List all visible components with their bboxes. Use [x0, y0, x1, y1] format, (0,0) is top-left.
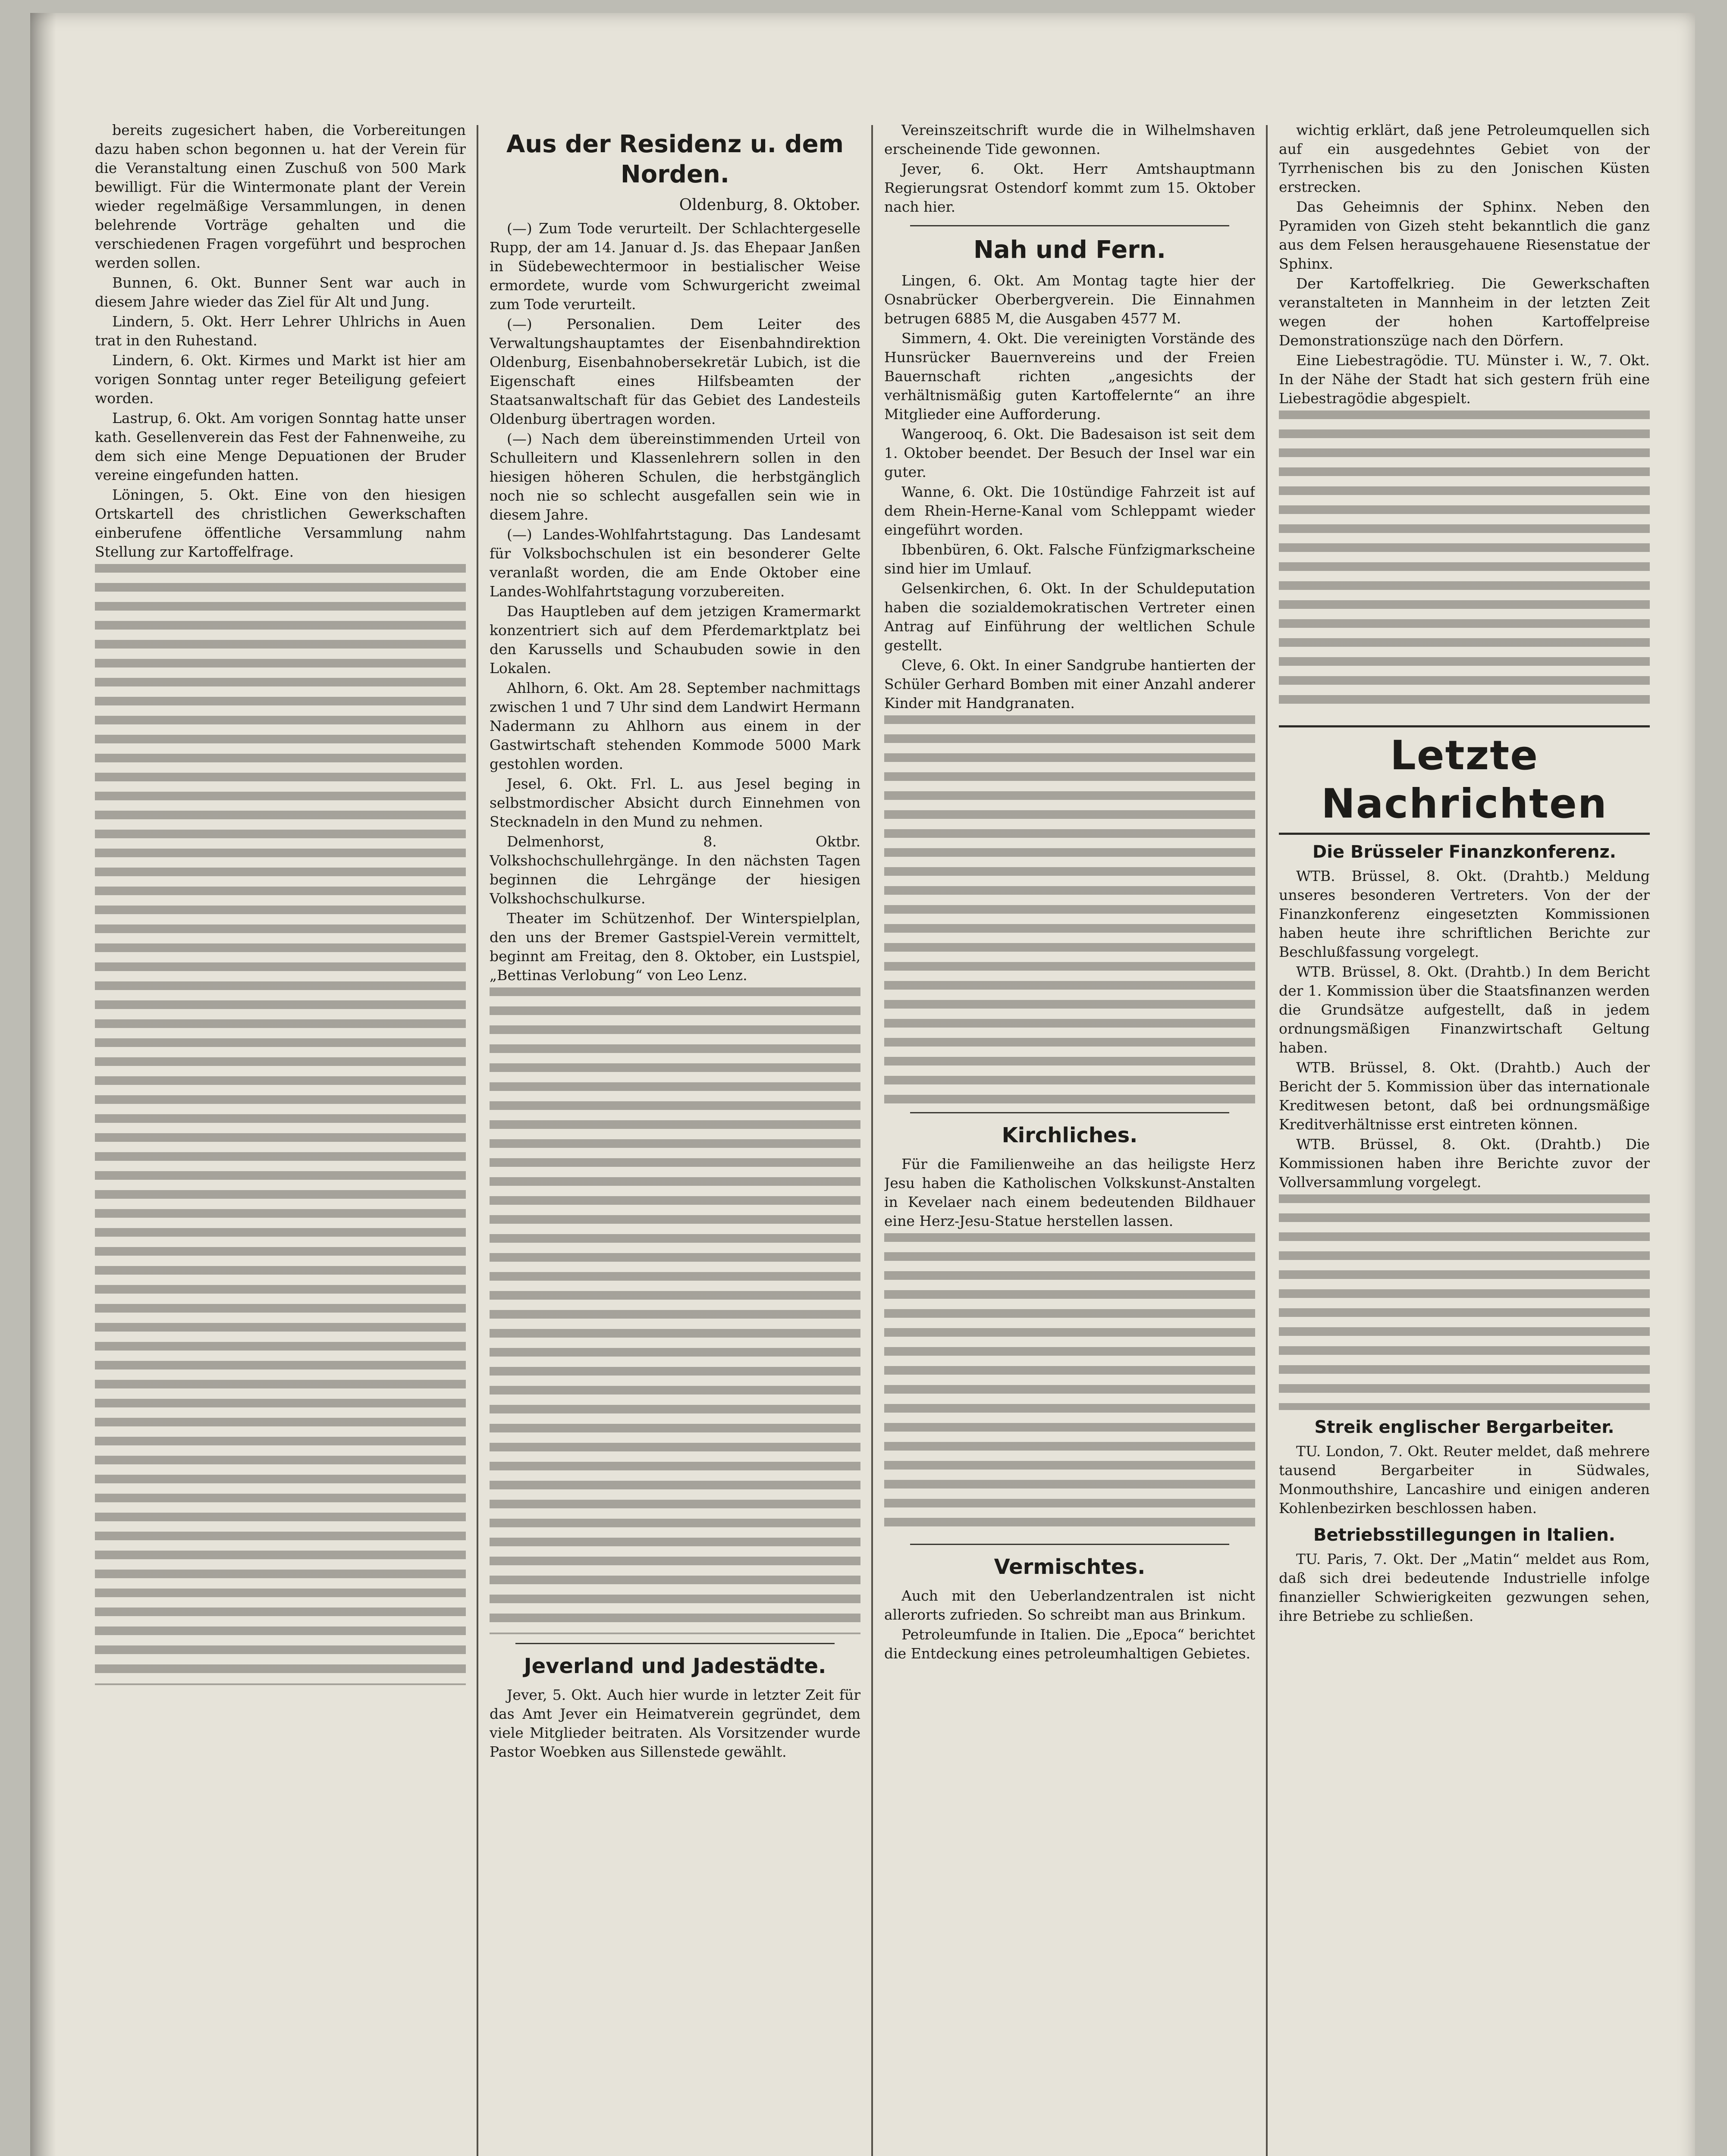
article-paragraph: (—) Zum Tode verurteilt. Der Schlachtergeselle Rupp, der am 14. Januar d. Js. das Ehepaar Janßen in Südebewechtermoor in bestialischer Weise ermordete, wurde vom Schwurgericht zweimal zum Tode verurteilt.	[490, 220, 860, 313]
article-paragraph: Das Geheimnis der Sphinx. Neben den Pyramiden von Gizeh steht bekanntlich die ganz aus dem Felsen herausgehauene Riesenstatue der Sphinx.	[1279, 198, 1650, 272]
article-paragraph: Wanne, 6. Okt. Die 10stündige Fahrzeit ist auf dem Rhein-Herne-Kanal vom Schleppamt wieder eingeführt worden.	[884, 483, 1255, 538]
article-paragraph: Für die Familienweihe an das heiligste Herz Jesu haben die Katholischen Volkskunst-Anstalten in Kevelaer nach einem bedeutenden Bildhauer eine Herz-Jesu-Statue herstellen lassen.	[884, 1156, 1255, 1229]
illegible-text-block	[1279, 1194, 1650, 1410]
article-paragraph: Auch mit den Ueberlandzentralen ist nicht allerorts zufrieden. So schreibt man aus Brinkum.	[884, 1587, 1255, 1623]
article-paragraph: (—) Nach dem übereinstimmenden Urteil von Schulleitern und Klassenlehrern sollen in den hiesigen höheren Schulen, die herbstgänglich noch nie so schlecht ausgefallen sein wie in diesem Jahre.	[490, 430, 860, 523]
column-rule	[477, 125, 478, 2156]
article-paragraph: Das Hauptleben auf dem jetzigen Kramermarkt konzentriert sich auf dem Pferdemarktplatz bei den Karussells und Schaubuden sowie in den Lokalen.	[490, 603, 860, 677]
article-paragraph: (—) Personalien. Dem Leiter des Verwaltungshauptamtes der Eisenbahndirektion Oldenburg, Eisenbahnobersekretär Lubich, ist die Eigenschaft eines Hilfsbeamten der Staatsanwaltschaft für das Gebiet des Landesteils Oldenburg übertragen worden.	[490, 316, 860, 427]
article-paragraph: Bunnen, 6. Okt. Bunner Sent war auch in diesem Jahre wieder das Ziel für Alt und Jung.	[95, 274, 466, 310]
article-paragraph: WTB. Brüssel, 8. Okt. (Drahtb.) Die Kommissionen haben ihre Berichte zuvor der Vollversammlung vorgelegt.	[1279, 1136, 1650, 1191]
subheading-finanzkonferenz: Die Brüsseler Finanzkonferenz.	[1313, 842, 1616, 862]
newspaper-page	[30, 13, 1695, 2156]
illegible-text-block	[884, 1233, 1255, 1535]
article-paragraph: Der Kartoffelkrieg. Die Gewerkschaften veranstalteten in Mannheim in der letzten Zeit wegen der hohen Kartoffelpreise Demonstrationszüge nach den Dörfern.	[1279, 275, 1650, 349]
article-paragraph: WTB. Brüssel, 8. Okt. (Drahtb.) Meldung unseres besonderen Vertreters. Von der der Finanzkonferenz eingesetzten Kommissionen haben heute ihre schriftlichen Berichte zur Beschlußfassung vorgelegt.	[1279, 868, 1650, 960]
column-rule	[1266, 125, 1268, 2156]
article-paragraph: (—) Landes-Wohlfahrtstagung. Das Landesamt für Volksbochschulen ist ein besonderer Gelte veranlaßt worden, die am Ende Oktober eine Landes-Wohlfahrtstagung vorzubereiten.	[490, 526, 860, 600]
column-1	[95, 121, 466, 2156]
article-paragraph: Lindern, 5. Okt. Herr Lehrer Uhlrichs in Auen trat in den Ruhestand.	[95, 313, 466, 349]
subheading-streik: Streik englischer Bergarbeiter.	[1314, 1417, 1614, 1437]
section-separator	[910, 225, 1229, 226]
section-heading-kirchliches: Kirchliches.	[1002, 1123, 1138, 1147]
column-rule	[871, 125, 873, 2156]
article-paragraph: Lindern, 6. Okt. Kirmes und Markt ist hier am vorigen Sonntag unter reger Beteiligung gefeiert worden.	[95, 352, 466, 407]
section-separator	[515, 1643, 835, 1644]
column-2	[490, 121, 860, 2156]
article-paragraph: Jesel, 6. Okt. Frl. L. aus Jesel beging in selbstmordischer Absicht durch Einnehmen von Stecknadeln in den Mund zu nehmen.	[490, 775, 860, 830]
section-separator	[910, 1544, 1229, 1545]
article-paragraph: Eine Liebestragödie. TU. Münster i. W., 7. Okt. In der Nähe der Stadt hat sich gestern früh eine Liebestragödie abgespielt.	[1279, 352, 1650, 407]
article-paragraph: Wangerooq, 6. Okt. Die Badesaison ist seit dem 1. Oktober beendet. Der Besuch der Insel war ein guter.	[884, 426, 1255, 480]
article-paragraph: Jever, 5. Okt. Auch hier wurde in letzter Zeit für das Amt Jever ein Heimatverein gegründet, dem viele Mitglieder beitraten. Als Vorsitzender wurde Pastor Woebken aus Sillenstede gewählt.	[490, 1686, 860, 1760]
article-paragraph: Simmern, 4. Okt. Die vereinigten Vorstände des Hunsrücker Bauernvereins und der Freien Bauernschaft richten „angesichts der verhältnismäßig guten Kartoffelernte“ an ihre Mitglieder eine Aufforderung.	[884, 330, 1255, 423]
illegible-text-block	[884, 715, 1255, 1103]
article-paragraph: Ahlhorn, 6. Okt. Am 28. September nachmittags zwischen 1 und 7 Uhr sind dem Landwirt Hermann Nadermann zu Ahlhorn aus einem in der Gastwirtschaft stehenden Kommode 5000 Mark gestohlen worden.	[490, 680, 860, 772]
article-paragraph: WTB. Brüssel, 8. Okt. (Drahtb.) Auch der Bericht der 5. Kommission über das internationale Kreditwesen betont, daß bei ordnungsmäßige Kreditverhältnisse erst eintreten können.	[1279, 1059, 1650, 1133]
article-paragraph: Gelsenkirchen, 6. Okt. In der Schuldeputation haben die sozialdemokratischen Vertreter einen Antrag auf Einführung der weltlichen Schule gestellt.	[884, 580, 1255, 654]
article-paragraph: wichtig erklärt, daß jene Petroleumquellen sich auf ein ausgedehntes Gebiet von der Tyrrhenischen bis zu den Jonischen Küsten erstrecken.	[1279, 122, 1650, 195]
column-4	[1279, 121, 1650, 2156]
article-paragraph: Delmenhorst, 8. Oktbr. Volkshochschullehrgänge. In den nächsten Tagen beginnen die Lehrgänge der hiesigen Volkshochschulkurse.	[490, 833, 860, 907]
section-heading-residenz: Aus der Residenz u. dem Norden.	[506, 130, 844, 188]
article-paragraph: TU. Paris, 7. Okt. Der „Matin“ meldet aus Rom, daß sich drei bedeutende Industrielle infolge finanzieller Schwierigkeiten gezwungen sehen, ihre Betriebe zu schließen.	[1279, 1551, 1650, 1624]
column-3	[884, 121, 1255, 2156]
section-heading-nah-und-fern: Nah und Fern.	[973, 236, 1166, 264]
article-paragraph: Löningen, 5. Okt. Eine von den hiesigen Ortskartell des christlichen Gewerkschaften einberufene öffentliche Versammlung nahm Stellung zur Kartoffelfrage.	[95, 486, 466, 560]
article-paragraph: TU. London, 7. Okt. Reuter meldet, daß mehrere tausend Bergarbeiter in Südwales, Monmouthshire, Lancashire und einigen anderen Kohlenbezirken beschlossen haben.	[1279, 1443, 1650, 1517]
section-heading-letzte-nachrichten: Letzte Nachrichten	[1279, 725, 1650, 835]
article-paragraph: Petroleumfunde in Italien. Die „Epoca“ berichtet die Entdeckung eines petroleumhaltigen Gebietes.	[884, 1626, 1255, 1662]
article-paragraph: Ibbenbüren, 6. Okt. Falsche Fünfzigmarkscheine sind hier im Umlauf.	[884, 541, 1255, 577]
article-paragraph: Jever, 6. Okt. Herr Amtshauptmann Regierungsrat Ostendorf kommt zum 15. Oktober nach hier.	[884, 160, 1255, 215]
article-paragraph: WTB. Brüssel, 8. Okt. (Drahtb.) In dem Bericht der 1. Kommission über die Staatsfinanzen werden die Grundsätze aufgestellt, daß in jedem ordnungsmäßigen Finanzwirtschaft Geltung haben.	[1279, 963, 1650, 1056]
left-edge-shadow	[30, 13, 56, 2156]
article-paragraph: Vereinszeitschrift wurde die in Wilhelmshaven erscheinende Tide gewonnen.	[884, 122, 1255, 157]
article-paragraph: Cleve, 6. Okt. In einer Sandgrube hantierten der Schüler Gerhard Bomben mit einer Anzahl anderer Kinder mit Handgranaten.	[884, 657, 1255, 711]
dateline: Oldenburg, 8. Oktober.	[679, 196, 860, 214]
article-paragraph: Lingen, 6. Okt. Am Montag tagte hier der Osnabrücker Oberbergverein. Die Einnahmen betrugen 6885 M, die Ausgaben 4577 M.	[884, 272, 1255, 327]
article-paragraph: Lastrup, 6. Okt. Am vorigen Sonntag hatte unser kath. Gesellenverein das Fest der Fahnenweihe, zu dem sich eine Menge Depuationen der Bruder vereine eingefunden hatten.	[95, 410, 466, 483]
section-separator	[910, 1112, 1229, 1113]
subheading-betriebsstillegungen: Betriebsstillegungen in Italien.	[1313, 1525, 1616, 1545]
illegible-text-block	[95, 564, 466, 1685]
illegible-text-block	[490, 987, 860, 1634]
article-paragraph: bereits zugesichert haben, die Vorbereitungen dazu haben schon begonnen u. hat der Verein für die Veranstaltung einen Zuschuß von 500 Mark bewilligt. Für die Wintermonate plant der Verein wieder regelmäßige Versammlungen, in denen belehrende Vorträge gehalten und die verschiedenen Fragen vorgeführt und besprochen werden sollen.	[95, 122, 466, 271]
section-heading-vermischtes: Vermischtes.	[994, 1555, 1146, 1579]
illegible-text-block	[1279, 411, 1650, 712]
section-heading-jeverland: Jeverland und Jadestädte.	[524, 1654, 826, 1678]
article-paragraph: Theater im Schützenhof. Der Winterspielplan, den uns der Bremer Gastspiel-Verein vermittelt, beginnt am Freitag, den 8. Oktober, ein Lustspiel, „Bettinas Verlobung“ von Leo Lenz.	[490, 910, 860, 984]
